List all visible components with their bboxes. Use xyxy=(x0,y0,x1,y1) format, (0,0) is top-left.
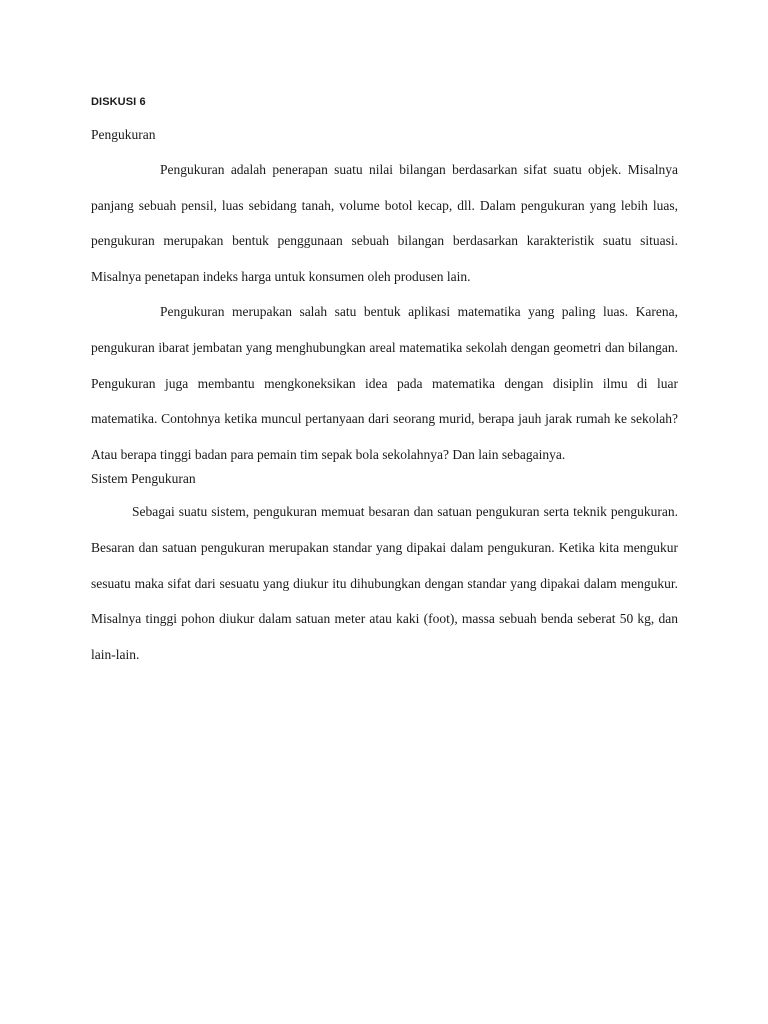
document-label: DISKUSI 6 xyxy=(91,96,146,108)
paragraph-sistem-pengukuran-1: Sebagai suatu sistem, pengukuran memuat besaran dan satuan pengukuran serta teknik pengukuran. Besaran dan satuan pengukuran merupakan standar yang dipakai dalam pengukuran. Ketika kita mengukur sesuatu maka sifat dari sesuatu yang diukur itu dihubungkan dengan standar yang dipakai dalam mengukur. Misalnya tinggi pohon diukur dalam satuan meter atau kaki (foot), massa sebuah benda seberat 50 kg, dan lain-lain. xyxy=(91,504,678,662)
document-body xyxy=(91,94,678,672)
paragraph-pengukuran-1: Pengukuran adalah penerapan suatu nilai bilangan berdasarkan sifat suatu objek. Misalnya panjang sebuah pensil, luas sebidang tanah, volume botol kecap, dll. Dalam pengukuran yang lebih luas, pengukuran merupakan bentuk penggunaan sebuah bilangan berdasarkan karakteristik suatu situasi. Misalnya penetapan indeks harga untuk konsumen oleh produsen lain. xyxy=(91,162,678,284)
section-title-sistem-pengukuran: Sistem Pengukuran xyxy=(91,471,196,487)
paragraph-pengukuran-2: Pengukuran merupakan salah satu bentuk aplikasi matematika yang paling luas. Karena, pengukuran ibarat jembatan yang menghubungkan areal matematika sekolah dengan geometri dan bilangan. Pengukuran juga membantu mengkoneksikan idea pada matematika dengan disiplin ilmu di luar matematika. Contohnya ketika muncul pertanyaan dari seorang murid, berapa jauh jarak rumah ke sekolah? Atau berapa tinggi badan para pemain tim sepak bola sekolahnya? Dan lain sebagainya. xyxy=(91,304,678,462)
section-title-pengukuran: Pengukuran xyxy=(91,127,156,142)
